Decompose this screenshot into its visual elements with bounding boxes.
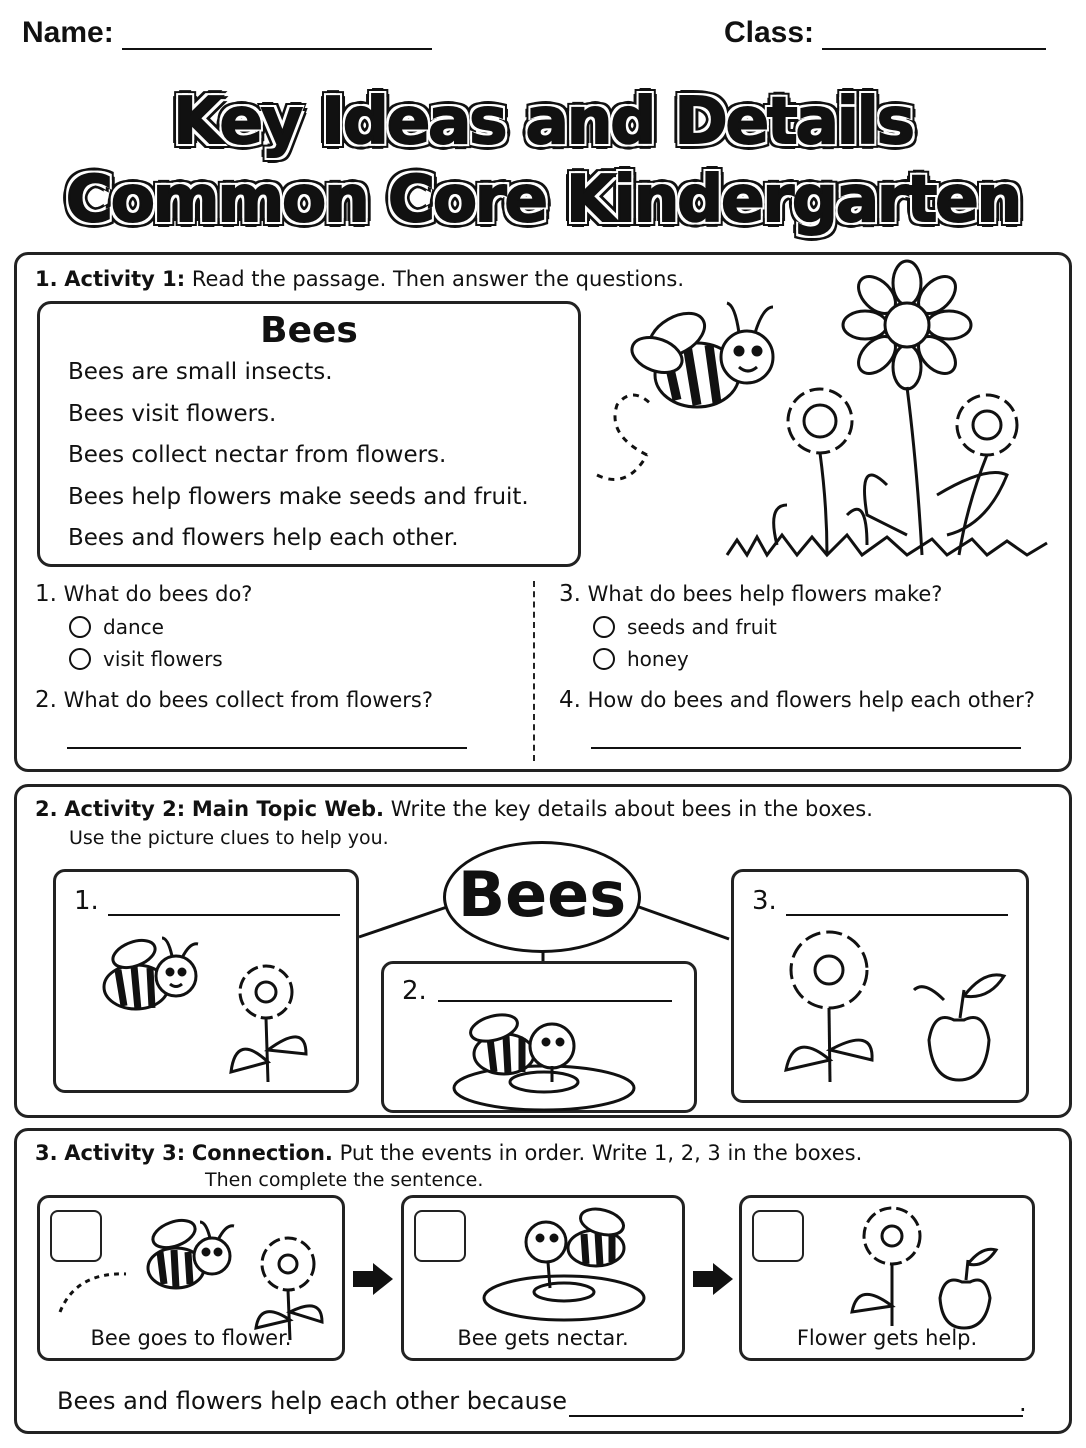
event-box-3 xyxy=(739,1195,1035,1361)
flower-and-apple-icon xyxy=(764,930,1014,1090)
activity3-section xyxy=(14,1128,1072,1434)
detail-box-1-number: 1. xyxy=(74,886,99,916)
event-caption-3: Flower gets help. xyxy=(796,1326,978,1350)
passage-title: Bees xyxy=(260,310,358,351)
answer-line-q2[interactable] xyxy=(67,747,467,749)
completion-sentence: Bees and flowers help each other because xyxy=(57,1387,568,1415)
activity1-header: 1. Activity 1: Read the passage. Then answer the questions. xyxy=(35,267,685,291)
main-topic-label: Bees xyxy=(457,858,627,931)
bee-drinking-nectar-icon xyxy=(474,1208,674,1328)
sentence-answer-line[interactable] xyxy=(569,1415,1023,1417)
passage-box xyxy=(37,301,581,567)
passage-line: Bees help flowers make seeds and fruit. xyxy=(68,483,529,510)
event-caption-2: Bee gets nectar. xyxy=(457,1326,629,1350)
answer-line-q4[interactable] xyxy=(591,747,1021,749)
activity3-header: 3. Activity 3: Connection. Put the events in order. Write 1, 2, 3 in the boxes. xyxy=(35,1141,863,1165)
class-label: Class: xyxy=(724,16,815,49)
bee-flying-to-flower-icon xyxy=(56,1212,336,1332)
name-label: Name: xyxy=(22,16,114,49)
event-caption-1: Bee goes to flower. xyxy=(90,1326,292,1350)
detail-box-3 xyxy=(731,869,1029,1103)
arrow-right-icon xyxy=(351,1261,395,1297)
option-honey[interactable]: honey xyxy=(593,647,689,671)
activity2-instruction2: Use the picture clues to help you. xyxy=(69,827,389,849)
order-box-3[interactable] xyxy=(752,1210,804,1262)
question-2: 2. What do bees collect from flowers? xyxy=(35,687,434,713)
question-1: 1. What do bees do? xyxy=(35,581,253,607)
main-topic-oval xyxy=(443,841,641,953)
radio-circle-icon[interactable] xyxy=(593,648,615,670)
detail-line-3[interactable] xyxy=(786,914,1008,916)
event-box-2 xyxy=(401,1195,685,1361)
passage-line: Bees visit flowers. xyxy=(68,400,277,427)
sentence-period: . xyxy=(1019,1389,1027,1417)
question-3: 3. What do bees help flowers make? xyxy=(559,581,943,607)
activity2-header: 2. Activity 2: Main Topic Web. Write the key details about bees in the boxes. xyxy=(35,797,873,821)
detail-line-2[interactable] xyxy=(438,1000,672,1002)
activity2-section xyxy=(14,784,1072,1118)
class-field[interactable] xyxy=(822,48,1046,50)
passage-text xyxy=(68,352,529,560)
detail-box-1 xyxy=(53,869,359,1093)
page-title-line1: Key Ideas and Details xyxy=(173,85,913,159)
order-box-2[interactable] xyxy=(414,1210,466,1262)
option-dance[interactable]: dance xyxy=(69,615,164,639)
bee-and-flower-icon xyxy=(96,932,336,1082)
passage-line: Bees and flowers help each other. xyxy=(68,525,459,551)
passage-line: Bees are small insects. xyxy=(68,359,333,385)
passage-line: Bees collect nectar from flowers. xyxy=(68,442,447,468)
page-title-line2: Common Core Kindergarten xyxy=(65,163,1021,237)
radio-circle-icon[interactable] xyxy=(69,648,91,670)
radio-circle-icon[interactable] xyxy=(593,616,615,638)
detail-box-2 xyxy=(381,961,697,1113)
radio-circle-icon[interactable] xyxy=(69,616,91,638)
detail-box-3-number: 3. xyxy=(752,886,777,916)
activity3-instruction2: Then complete the sentence. xyxy=(205,1169,484,1191)
question-4: 4. How do bees and flowers help each other? xyxy=(559,687,1035,713)
detail-line-1[interactable] xyxy=(108,914,340,916)
option-seeds-fruit[interactable]: seeds and fruit xyxy=(593,615,777,639)
bee-flowers-illustration xyxy=(587,285,1057,565)
arrow-right-icon xyxy=(691,1261,735,1297)
detail-box-2-number: 2. xyxy=(402,976,427,1006)
name-field[interactable] xyxy=(122,48,432,50)
activity1-section xyxy=(14,252,1072,772)
questions-divider xyxy=(533,581,535,761)
bee-on-flower-icon xyxy=(434,1008,654,1112)
flower-with-apple-icon xyxy=(822,1206,1022,1330)
option-visit-flowers[interactable]: visit flowers xyxy=(69,647,223,671)
event-box-1 xyxy=(37,1195,345,1361)
